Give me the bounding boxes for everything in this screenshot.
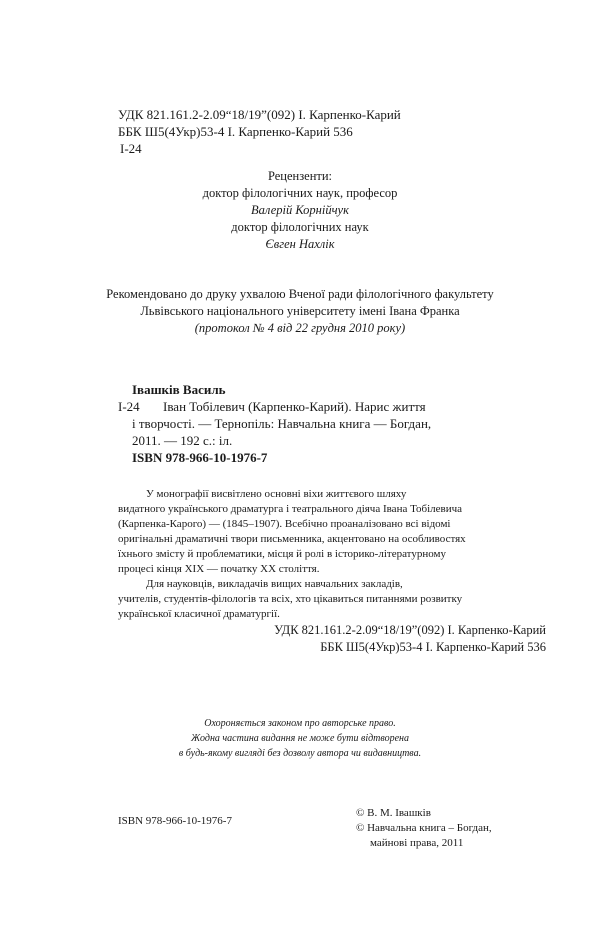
- bibliography-line1: Іван Тобілевич (Карпенко-Карий). Нарис життя: [163, 399, 426, 414]
- copyright-notice: [0, 716, 600, 761]
- reviewer2-name: Євген Нахлік: [265, 237, 335, 251]
- abstract-p1-line2: видатного українського драматурга і театрального діяча Івана Тобілевича: [118, 503, 462, 515]
- bibliography-line3: 2011. — 192 с.: іл.: [132, 433, 233, 448]
- bbk-code: ББК Ш5(4Укр)53-4 І. Карпенко-Карий 536: [118, 124, 353, 139]
- reviewers-block: [0, 168, 600, 253]
- recommendation-protocol: (протокол № 4 від 22 грудня 2010 року): [194, 321, 406, 335]
- recommendation-block: [0, 286, 600, 337]
- copyright-rights: майнові права, 2011: [370, 837, 464, 849]
- udk-code: УДК 821.161.2-2.09“18/19”(092) І. Карпенко-Карий: [118, 107, 401, 122]
- bibliography-line2: і творчості. — Тернопіль: Навчальна книга — Богдан,: [132, 416, 432, 431]
- copyright-publisher: © Навчальна книга – Богдан,: [356, 822, 492, 834]
- bibliography-index: І-24: [118, 399, 140, 414]
- copyright-author: © В. М. Івашків: [356, 807, 431, 819]
- author-index: І-24: [120, 141, 142, 156]
- reviewers-heading: Рецензенти:: [267, 169, 333, 183]
- abstract-p1-line1: У монографії висвітлено основні віхи життєвого шляху: [146, 488, 407, 500]
- abstract-p1-line5: їхнього змісту й проблематики, місця й ролі в історико-літературному: [118, 548, 446, 560]
- bibliography-block: [118, 381, 518, 466]
- catalog-block: [118, 106, 401, 157]
- reviewer2-title: доктор філологічних наук: [231, 220, 369, 234]
- reviewer1-name: Валерій Корнійчук: [251, 203, 349, 217]
- abstract-p2-line1: Для науковців, викладачів вищих навчальних закладів,: [146, 578, 403, 590]
- footer-copyright: [356, 806, 492, 851]
- author-name: Івашків Василь: [132, 382, 226, 397]
- abstract-p2-line2: учителів, студентів-філологів та всіх, хто цікавиться питаннями розвитку: [118, 593, 463, 605]
- recommendation-line2: Львівського національного університету імені Івана Франка: [140, 304, 460, 318]
- abstract-p1-line4: оригінальні драматичні твори письменника, акцентовано на особливостях: [118, 533, 466, 545]
- copyright-notice-line1: Охороняється законом про авторське право.: [204, 718, 396, 729]
- reviewer1-title: доктор філологічних наук, професор: [202, 186, 398, 200]
- copyright-notice-line3: в будь-якому вигляді без дозволу автора чи видавництва.: [178, 748, 422, 759]
- abstract-block: [118, 487, 546, 656]
- recommendation-line1: Рекомендовано до друку ухвалою Вченої ради філологічного факультету: [106, 287, 494, 301]
- abstract-p1-line3: (Карпенка-Карого) — (1845–1907). Всебічно проаналізовано всі відомі: [118, 518, 451, 530]
- copyright-notice-line2: Жодна частина видання не може бути відтворена: [191, 733, 409, 744]
- abstract-p1-line6: процесі кінця XIX — початку XX століття.: [118, 563, 320, 575]
- bibliography-isbn: ISBN 978-966-10-1976-7: [132, 450, 268, 465]
- abstract-bbk: ББК Ш5(4Укр)53-4 І. Карпенко-Карий 536: [320, 640, 546, 654]
- abstract-p2-line3: української класичної драматургії.: [118, 608, 280, 620]
- abstract-udk: УДК 821.161.2-2.09“18/19”(092) І. Карпенко-Карий: [274, 623, 546, 637]
- footer-isbn: ISBN 978-966-10-1976-7: [118, 815, 232, 827]
